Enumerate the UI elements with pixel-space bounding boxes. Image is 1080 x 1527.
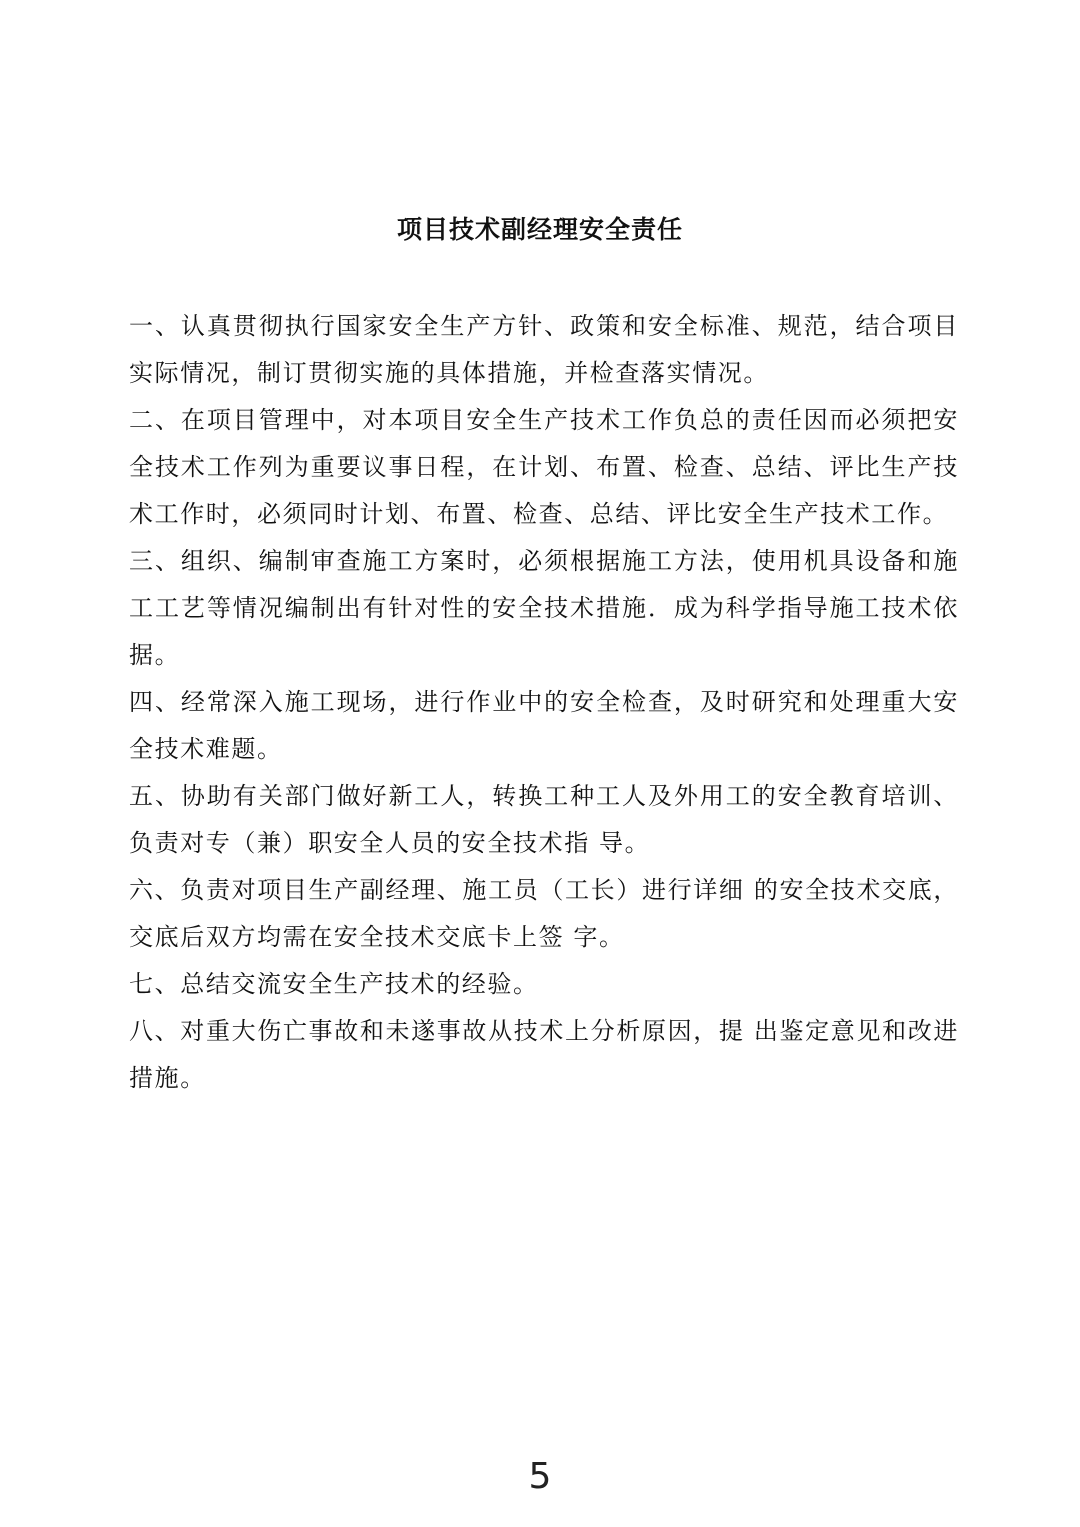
paragraph-5: 五、协助有关部门做好新工人，转换工种工人及外用工的安全教育培训、负责对专（兼）职安全人员的安全技术指 导。 (129, 782, 959, 857)
paragraph-1: 一、认真贯彻执行国家安全生产方针、政策和安全标准、规范，结合项目实际情况，制订贯彻实施的具体措施，并检查落实情况。 (129, 312, 959, 387)
paragraph-4: 四、经常深入施工现场，进行作业中的安全检查，及时研究和处理重大安全技术难题。 (129, 688, 959, 763)
page-number: 5 (528, 1456, 552, 1497)
paragraph-3: 三、组织、编制审查施工方案时，必须根据施工方法，使用机具设备和施工工艺等情况编制出有针对性的安全技术措施．成为科学指导施工技术依据。 (129, 547, 959, 669)
paragraph-8: 八、对重大伤亡事故和未遂事故从技术上分析原因，提 出鉴定意见和改进措施。 (129, 1017, 959, 1092)
document-body (129, 303, 959, 1102)
paragraph-2: 二、在项目管理中，对本项目安全生产技术工作负总的责任因而必须把安全技术工作列为重要议事日程，在计划、布置、检查、总结、评比生产技术工作时，必须同时计划、布置、检查、总结、评比安全生产技术工作。 (129, 406, 959, 528)
document-title: 项目技术副经理安全责任 (396, 215, 683, 244)
paragraph-6: 六、负责对项目生产副经理、施工员（工长）进行详细 的安全技术交底，交底后双方均需在安全技术交底卡上签 字。 (129, 876, 959, 951)
paragraph-7: 七、总结交流安全生产技术的经验。 (129, 970, 539, 998)
